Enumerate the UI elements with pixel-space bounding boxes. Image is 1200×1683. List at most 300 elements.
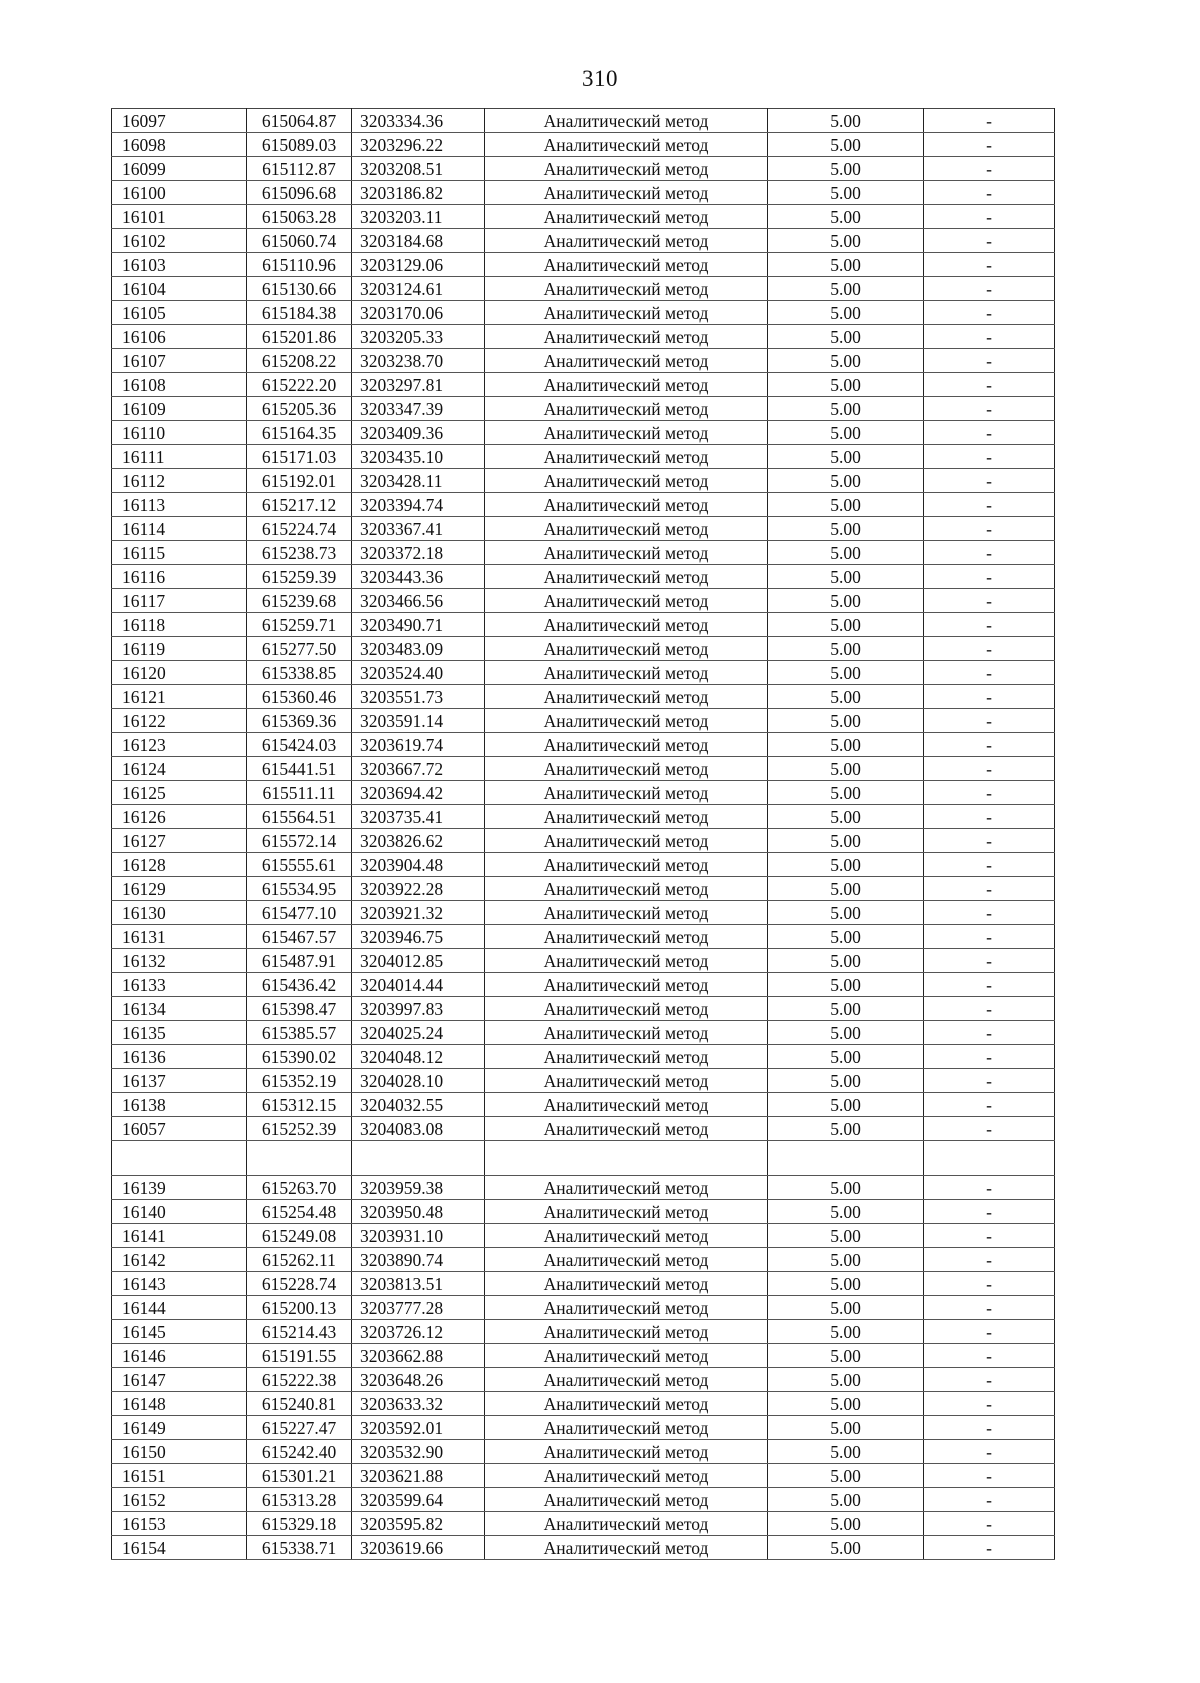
x-coordinate-cell: 615259.39 [247,565,352,589]
x-coordinate-cell: 615572.14 [247,829,352,853]
accuracy-cell: 5.00 [768,1488,924,1512]
method-cell: Аналитический метод [485,1320,768,1344]
accuracy-cell: 5.00 [768,349,924,373]
y-coordinate-cell: 3203409.36 [352,421,485,445]
x-coordinate-cell: 615385.57 [247,1021,352,1045]
x-coordinate-cell: 615064.87 [247,109,352,133]
method-cell: Аналитический метод [485,1093,768,1117]
point-number-cell: 16151 [112,1464,247,1488]
note-cell: - [924,781,1055,805]
table-row [112,1176,1055,1200]
y-coordinate-cell: 3203170.06 [352,301,485,325]
x-coordinate-cell: 615192.01 [247,469,352,493]
x-coordinate-cell: 615534.95 [247,877,352,901]
accuracy-cell: 5.00 [768,733,924,757]
note-cell: - [924,541,1055,565]
point-number-cell: 16102 [112,229,247,253]
method-cell: Аналитический метод [485,877,768,901]
point-number-cell: 16142 [112,1248,247,1272]
table-row [112,1093,1055,1117]
method-cell: Аналитический метод [485,925,768,949]
accuracy-cell: 5.00 [768,805,924,829]
point-number-cell: 16154 [112,1536,247,1560]
method-cell: Аналитический метод [485,1176,768,1200]
table-row [112,1069,1055,1093]
table-row [112,1392,1055,1416]
x-coordinate-cell: 615249.08 [247,1224,352,1248]
table-row [112,1440,1055,1464]
table-row [112,589,1055,613]
method-cell: Аналитический метод [485,829,768,853]
method-cell [485,1141,768,1176]
accuracy-cell: 5.00 [768,1440,924,1464]
accuracy-cell: 5.00 [768,565,924,589]
note-cell: - [924,397,1055,421]
accuracy-cell: 5.00 [768,325,924,349]
table-row [112,1464,1055,1488]
accuracy-cell: 5.00 [768,853,924,877]
table-row [112,349,1055,373]
method-cell: Аналитический метод [485,1464,768,1488]
x-coordinate-cell: 615228.74 [247,1272,352,1296]
x-coordinate-cell: 615254.48 [247,1200,352,1224]
accuracy-cell: 5.00 [768,1272,924,1296]
y-coordinate-cell: 3203238.70 [352,349,485,373]
accuracy-cell: 5.00 [768,829,924,853]
method-cell: Аналитический метод [485,949,768,973]
method-cell: Аналитический метод [485,685,768,709]
point-number-cell: 16133 [112,973,247,997]
accuracy-cell: 5.00 [768,1176,924,1200]
x-coordinate-cell: 615200.13 [247,1296,352,1320]
x-coordinate-cell: 615436.42 [247,973,352,997]
note-cell: - [924,229,1055,253]
note-cell: - [924,853,1055,877]
table-row [112,373,1055,397]
note-cell: - [924,829,1055,853]
note-cell: - [924,1176,1055,1200]
point-number-cell: 16057 [112,1117,247,1141]
x-coordinate-cell: 615360.46 [247,685,352,709]
accuracy-cell: 5.00 [768,709,924,733]
x-coordinate-cell: 615259.71 [247,613,352,637]
table-row [112,997,1055,1021]
point-number-cell: 16137 [112,1069,247,1093]
table-row [112,397,1055,421]
note-cell: - [924,733,1055,757]
point-number-cell: 16097 [112,109,247,133]
point-number-cell: 16107 [112,349,247,373]
y-coordinate-cell: 3203648.26 [352,1368,485,1392]
point-number-cell: 16126 [112,805,247,829]
method-cell: Аналитический метод [485,1045,768,1069]
point-number-cell: 16116 [112,565,247,589]
accuracy-cell: 5.00 [768,181,924,205]
y-coordinate-cell: 3203694.42 [352,781,485,805]
x-coordinate-cell: 615262.11 [247,1248,352,1272]
table-row [112,661,1055,685]
x-coordinate-cell: 615096.68 [247,181,352,205]
y-coordinate-cell: 3203922.28 [352,877,485,901]
x-coordinate-cell: 615424.03 [247,733,352,757]
accuracy-cell: 5.00 [768,253,924,277]
x-coordinate-cell: 615239.68 [247,589,352,613]
point-number-cell: 16098 [112,133,247,157]
note-cell: - [924,1045,1055,1069]
point-number-cell: 16139 [112,1176,247,1200]
point-number-cell: 16149 [112,1416,247,1440]
x-coordinate-cell: 615217.12 [247,493,352,517]
point-number-cell: 16128 [112,853,247,877]
note-cell: - [924,1464,1055,1488]
coordinates-table-body [112,109,1055,1560]
y-coordinate-cell: 3203735.41 [352,805,485,829]
note-cell [924,1141,1055,1176]
table-row [112,637,1055,661]
table-row [112,1488,1055,1512]
note-cell: - [924,493,1055,517]
note-cell: - [924,1117,1055,1141]
point-number-cell: 16127 [112,829,247,853]
note-cell: - [924,997,1055,1021]
accuracy-cell: 5.00 [768,877,924,901]
accuracy-cell: 5.00 [768,661,924,685]
table-row [112,1272,1055,1296]
note-cell: - [924,349,1055,373]
note-cell: - [924,325,1055,349]
note-cell: - [924,1368,1055,1392]
method-cell: Аналитический метод [485,421,768,445]
x-coordinate-cell: 615352.19 [247,1069,352,1093]
table-row [112,949,1055,973]
y-coordinate-cell: 3204048.12 [352,1045,485,1069]
note-cell: - [924,1200,1055,1224]
accuracy-cell: 5.00 [768,493,924,517]
y-coordinate-cell: 3203621.88 [352,1464,485,1488]
accuracy-cell: 5.00 [768,1512,924,1536]
y-coordinate-cell: 3204032.55 [352,1093,485,1117]
coordinates-table [111,108,1055,1560]
y-coordinate-cell: 3203619.66 [352,1536,485,1560]
accuracy-cell: 5.00 [768,1536,924,1560]
x-coordinate-cell: 615214.43 [247,1320,352,1344]
table-row [112,853,1055,877]
x-coordinate-cell: 615369.36 [247,709,352,733]
y-coordinate-cell: 3203394.74 [352,493,485,517]
y-coordinate-cell: 3203667.72 [352,757,485,781]
y-coordinate-cell: 3204028.10 [352,1069,485,1093]
note-cell: - [924,517,1055,541]
accuracy-cell: 5.00 [768,949,924,973]
method-cell: Аналитический метод [485,709,768,733]
method-cell: Аналитический метод [485,661,768,685]
table-row [112,541,1055,565]
method-cell: Аналитический метод [485,997,768,1021]
method-cell: Аналитический метод [485,517,768,541]
accuracy-cell: 5.00 [768,205,924,229]
method-cell: Аналитический метод [485,1272,768,1296]
x-coordinate-cell: 615242.40 [247,1440,352,1464]
page-number: 310 [582,66,618,91]
accuracy-cell: 5.00 [768,1045,924,1069]
accuracy-cell: 5.00 [768,997,924,1021]
accuracy-cell: 5.00 [768,1464,924,1488]
point-number-cell: 16120 [112,661,247,685]
y-coordinate-cell: 3203532.90 [352,1440,485,1464]
method-cell: Аналитический метод [485,181,768,205]
accuracy-cell: 5.00 [768,1296,924,1320]
x-coordinate-cell: 615263.70 [247,1176,352,1200]
accuracy-cell: 5.00 [768,301,924,325]
accuracy-cell: 5.00 [768,637,924,661]
note-cell: - [924,445,1055,469]
method-cell: Аналитический метод [485,1392,768,1416]
accuracy-cell: 5.00 [768,1368,924,1392]
x-coordinate-cell: 615222.38 [247,1368,352,1392]
y-coordinate-cell: 3203931.10 [352,1224,485,1248]
x-coordinate-cell: 615224.74 [247,517,352,541]
x-coordinate-cell: 615252.39 [247,1117,352,1141]
x-coordinate-cell: 615238.73 [247,541,352,565]
note-cell: - [924,421,1055,445]
x-coordinate-cell: 615191.55 [247,1344,352,1368]
accuracy-cell: 5.00 [768,1248,924,1272]
point-number-cell: 16132 [112,949,247,973]
point-number-cell: 16119 [112,637,247,661]
y-coordinate-cell: 3203950.48 [352,1200,485,1224]
x-coordinate-cell: 615511.11 [247,781,352,805]
note-cell: - [924,1536,1055,1560]
x-coordinate-cell: 615564.51 [247,805,352,829]
table-row [112,1296,1055,1320]
y-coordinate-cell: 3204014.44 [352,973,485,997]
x-coordinate-cell [247,1141,352,1176]
method-cell: Аналитический метод [485,1512,768,1536]
x-coordinate-cell: 615227.47 [247,1416,352,1440]
table-row [112,1200,1055,1224]
accuracy-cell: 5.00 [768,1416,924,1440]
point-number-cell: 16144 [112,1296,247,1320]
note-cell: - [924,373,1055,397]
note-cell: - [924,1392,1055,1416]
note-cell: - [924,157,1055,181]
x-coordinate-cell: 615240.81 [247,1392,352,1416]
note-cell: - [924,277,1055,301]
table-row [112,253,1055,277]
x-coordinate-cell: 615110.96 [247,253,352,277]
x-coordinate-cell: 615208.22 [247,349,352,373]
y-coordinate-cell: 3204025.24 [352,1021,485,1045]
table-row [112,229,1055,253]
y-coordinate-cell: 3203124.61 [352,277,485,301]
table-row [112,805,1055,829]
y-coordinate-cell: 3203490.71 [352,613,485,637]
table-row [112,517,1055,541]
note-cell: - [924,133,1055,157]
y-coordinate-cell: 3203296.22 [352,133,485,157]
point-number-cell: 16141 [112,1224,247,1248]
method-cell: Аналитический метод [485,253,768,277]
y-coordinate-cell: 3203595.82 [352,1512,485,1536]
table-row [112,1248,1055,1272]
method-cell: Аналитический метод [485,109,768,133]
point-number-cell: 16109 [112,397,247,421]
table-row [112,325,1055,349]
y-coordinate-cell: 3203435.10 [352,445,485,469]
method-cell: Аналитический метод [485,733,768,757]
table-row [112,1224,1055,1248]
x-coordinate-cell: 615201.86 [247,325,352,349]
x-coordinate-cell: 615130.66 [247,277,352,301]
table-row [112,1141,1055,1176]
table-row [112,493,1055,517]
note-cell: - [924,589,1055,613]
accuracy-cell: 5.00 [768,901,924,925]
method-cell: Аналитический метод [485,565,768,589]
method-cell: Аналитический метод [485,1536,768,1560]
table-row [112,1320,1055,1344]
point-number-cell: 16108 [112,373,247,397]
table-row [112,1536,1055,1560]
accuracy-cell: 5.00 [768,1344,924,1368]
note-cell: - [924,949,1055,973]
method-cell: Аналитический метод [485,613,768,637]
point-number-cell: 16129 [112,877,247,901]
table-row [112,445,1055,469]
x-coordinate-cell: 615277.50 [247,637,352,661]
accuracy-cell: 5.00 [768,1392,924,1416]
table-row [112,301,1055,325]
accuracy-cell: 5.00 [768,1200,924,1224]
method-cell: Аналитический метод [485,1416,768,1440]
y-coordinate-cell: 3203959.38 [352,1176,485,1200]
table-row [112,901,1055,925]
method-cell: Аналитический метод [485,973,768,997]
y-coordinate-cell: 3203186.82 [352,181,485,205]
point-number-cell: 16134 [112,997,247,1021]
note-cell: - [924,1440,1055,1464]
table-row [112,733,1055,757]
y-coordinate-cell: 3203826.62 [352,829,485,853]
table-row [112,1344,1055,1368]
note-cell: - [924,1224,1055,1248]
accuracy-cell: 5.00 [768,613,924,637]
accuracy-cell: 5.00 [768,1224,924,1248]
table-row [112,829,1055,853]
point-number-cell: 16125 [112,781,247,805]
note-cell: - [924,1248,1055,1272]
point-number-cell: 16110 [112,421,247,445]
point-number-cell: 16147 [112,1368,247,1392]
point-number-cell: 16122 [112,709,247,733]
accuracy-cell: 5.00 [768,517,924,541]
method-cell: Аналитический метод [485,157,768,181]
accuracy-cell: 5.00 [768,685,924,709]
x-coordinate-cell: 615338.71 [247,1536,352,1560]
table-row [112,709,1055,733]
table-row [112,205,1055,229]
accuracy-cell: 5.00 [768,1021,924,1045]
point-number-cell: 16100 [112,181,247,205]
table-row [112,1117,1055,1141]
y-coordinate-cell: 3203208.51 [352,157,485,181]
x-coordinate-cell: 615555.61 [247,853,352,877]
point-number-cell: 16105 [112,301,247,325]
point-number-cell: 16103 [112,253,247,277]
table-row [112,1021,1055,1045]
point-number-cell: 16124 [112,757,247,781]
y-coordinate-cell: 3203347.39 [352,397,485,421]
note-cell: - [924,1488,1055,1512]
method-cell: Аналитический метод [485,1200,768,1224]
method-cell: Аналитический метод [485,1296,768,1320]
note-cell: - [924,757,1055,781]
note-cell: - [924,1344,1055,1368]
method-cell: Аналитический метод [485,205,768,229]
table-row [112,781,1055,805]
x-coordinate-cell: 615313.28 [247,1488,352,1512]
method-cell: Аналитический метод [485,757,768,781]
point-number-cell: 16148 [112,1392,247,1416]
accuracy-cell: 5.00 [768,1093,924,1117]
method-cell: Аналитический метод [485,853,768,877]
y-coordinate-cell: 3203890.74 [352,1248,485,1272]
accuracy-cell: 5.00 [768,757,924,781]
accuracy-cell: 5.00 [768,229,924,253]
accuracy-cell: 5.00 [768,541,924,565]
x-coordinate-cell: 615338.85 [247,661,352,685]
table-row [112,925,1055,949]
x-coordinate-cell: 615222.20 [247,373,352,397]
point-number-cell: 16117 [112,589,247,613]
table-row [112,877,1055,901]
x-coordinate-cell: 615441.51 [247,757,352,781]
point-number-cell: 16112 [112,469,247,493]
accuracy-cell: 5.00 [768,277,924,301]
note-cell: - [924,1093,1055,1117]
method-cell: Аналитический метод [485,1488,768,1512]
x-coordinate-cell: 615171.03 [247,445,352,469]
y-coordinate-cell: 3203619.74 [352,733,485,757]
accuracy-cell: 5.00 [768,1117,924,1141]
y-coordinate-cell: 3204083.08 [352,1117,485,1141]
y-coordinate-cell: 3203997.83 [352,997,485,1021]
y-coordinate-cell: 3203367.41 [352,517,485,541]
x-coordinate-cell: 615329.18 [247,1512,352,1536]
table-row [112,181,1055,205]
method-cell: Аналитический метод [485,637,768,661]
y-coordinate-cell: 3203203.11 [352,205,485,229]
point-number-cell: 16138 [112,1093,247,1117]
method-cell: Аналитический метод [485,397,768,421]
note-cell: - [924,973,1055,997]
method-cell: Аналитический метод [485,1248,768,1272]
note-cell: - [924,565,1055,589]
table-row [112,1512,1055,1536]
point-number-cell: 16140 [112,1200,247,1224]
y-coordinate-cell: 3203813.51 [352,1272,485,1296]
method-cell: Аналитический метод [485,541,768,565]
table-row [112,1045,1055,1069]
note-cell: - [924,1296,1055,1320]
point-number-cell: 16106 [112,325,247,349]
method-cell: Аналитический метод [485,1368,768,1392]
table-row [112,277,1055,301]
x-coordinate-cell: 615063.28 [247,205,352,229]
point-number-cell: 16150 [112,1440,247,1464]
table-row [112,469,1055,493]
y-coordinate-cell: 3204012.85 [352,949,485,973]
